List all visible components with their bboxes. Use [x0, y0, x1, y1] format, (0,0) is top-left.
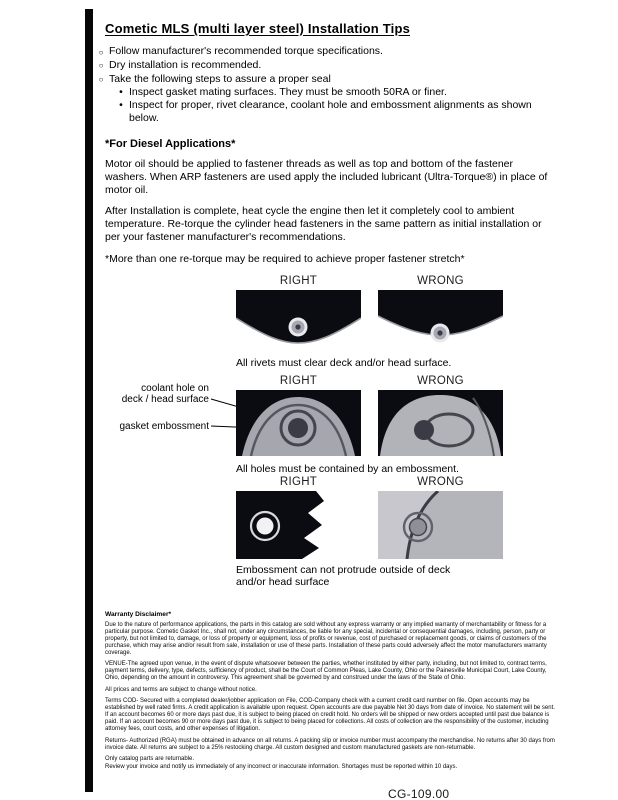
tip-text: Inspect for proper, rivet clearance, coolant hole and embossment alignments as shown below. [129, 99, 532, 124]
page-code: CG-109.00 [388, 787, 450, 800]
diesel-paragraph-1: Motor oil should be applied to fastener threads as well as top and bottom of the fastener washers. When ARP fasteners are used apply the included lubricant (Ultra-Torque®) in place of motor oil. [105, 157, 548, 196]
embossment-wrong-figure [378, 390, 503, 456]
bullet-dot-icon [117, 86, 125, 99]
rivet-wrong-figure [378, 290, 503, 350]
bullet-circle-icon [97, 73, 105, 87]
rivet-wrong-image [378, 290, 503, 350]
protrusion-wrong-image [378, 491, 503, 559]
diesel-paragraph-2: After Installation is complete, heat cycle the engine then let it completely cool to ambient temperature. Re-torque the cylinder head fasteners in the same pattern as initial installation or per your fastener manufacturer's recommendations. [105, 204, 542, 243]
tips-list [97, 45, 563, 125]
disclaimer-heading: Warranty Disclaimer* [105, 610, 172, 618]
page-title: Cometic MLS (multi layer steel) Installation Tips [105, 21, 411, 36]
disclaimer-paragraph: Only catalog parts are returnable. [105, 756, 195, 763]
right-label-row2: RIGHT [279, 374, 318, 387]
row1-caption: All rivets must clear deck and/or head surface. [236, 356, 452, 369]
right-label-row3: RIGHT [279, 475, 318, 488]
row3-caption: Embossment can not protrude outside of deck and/or head surface [236, 563, 451, 589]
disclaimer-paragraph: Returns- Authorized (RGA) must be obtained in advance on all returns. A packing slip or invoice number must accompany the merchandise. No returns after 30 days from invoice date. All returns are subject to a 25% restocking charge. All custom designed and custom manufactured gaskets are non-returnable. [105, 737, 555, 751]
rivet-right-figure [236, 290, 361, 350]
rivet-right-image [236, 290, 361, 350]
tip-text: Dry installation is recommended. [109, 58, 262, 71]
tip-item [97, 73, 563, 87]
protrusion-wrong-figure [378, 491, 503, 559]
disclaimer-paragraph: Due to the nature of performance applications, the parts in this catalog are sold without any express warranty or any implied warranty of merchantability or fitness for a particular purpose. Cometic Gasket Inc., shall not, under any circumstances, be liable for any special, incidental or consequential damages, including, person, party or property, but not limited to, damage, or loss of property or equipment, loss of profits or revenue, cost of purchased or replacement goods, or claims of customers of the purchase, which may arise and/or result from sale, installation or use of these parts. Installation of these parts could adversely affect the motor manufacturers warranty coverage. [105, 621, 547, 656]
right-label-row1: RIGHT [279, 274, 318, 287]
tip-item [97, 59, 563, 73]
diesel-heading: *For Diesel Applications* [105, 137, 236, 150]
page-edge-bar [85, 9, 93, 792]
figures-section [105, 275, 563, 597]
bullet-circle-icon [97, 45, 105, 59]
protrusion-right-figure [236, 491, 361, 559]
wrong-label-row1: WRONG [417, 274, 464, 287]
warranty-disclaimer [105, 611, 557, 772]
disclaimer-paragraph: VENUE-The agreed upon venue, in the event of dispute whatsoever between the parties, whether instituted by either party, including, but not limited to, contract terms, payment terms, delivery, type, defects, sufficiency of product, shall be the Court of Common Pleas, Lake County, Ohio or the Painesville Municipal Court, Lake County, Ohio, depending on the amount in controversy. This agreement shall be governed by and construed under the laws of the State of Ohio. [105, 661, 547, 682]
disclaimer-paragraph: All prices and terms are subject to change without notice. [105, 686, 257, 693]
embossment-wrong-image [378, 390, 503, 456]
tip-subitem [117, 99, 563, 125]
wrong-label-row2: WRONG [417, 374, 464, 387]
embossment-right-figure [236, 390, 361, 456]
protrusion-right-image [236, 491, 361, 559]
coolant-hole-annotation: coolant hole on deck / head surface [121, 382, 209, 406]
tip-subitem [117, 86, 563, 99]
bullet-circle-icon [97, 59, 105, 73]
tip-text: Inspect gasket mating surfaces. They must be smooth 50RA or finer. [129, 86, 447, 99]
gasket-embossment-annotation: gasket embossment [119, 420, 209, 432]
page-content [105, 16, 563, 800]
row2-caption: All holes must be contained by an embossment. [236, 462, 459, 475]
tip-item [97, 45, 563, 59]
embossment-right-image [236, 390, 361, 456]
retorque-note: *More than one re-torque may be required to achieve proper fastener stretch* [105, 252, 465, 265]
bullet-dot-icon [117, 99, 125, 125]
tip-text: Take the following steps to assure a proper seal [109, 72, 331, 85]
wrong-label-row3: WRONG [417, 475, 464, 488]
disclaimer-paragraph: Review your invoice and notify us immediately of any incorrect or inaccurate information. Shortages must be reported within 10 days. [105, 764, 458, 771]
disclaimer-paragraph: Terms COD- Secured with a completed dealer/jobber application on File, COD-Company check with a current credit card number on file. Open accounts may be established by well rated firms. A credit application is available upon request. Open accounts are due payable Net 30 days from date of invoice. No statement will be sent. If an account becomes 60 or more days past due, it is subject to being placed on credit hold. No orders will be shipped or new orders accepted until past due balance is paid. If an account becomes 90 or more days past due, it is subject to being placed for collections. All costs of collection are the responsibility of the customer, including attorney fees, court costs, and other expenses of litigation. [105, 698, 555, 733]
tip-text: Follow manufacturer's recommended torque specifications. [109, 45, 383, 57]
